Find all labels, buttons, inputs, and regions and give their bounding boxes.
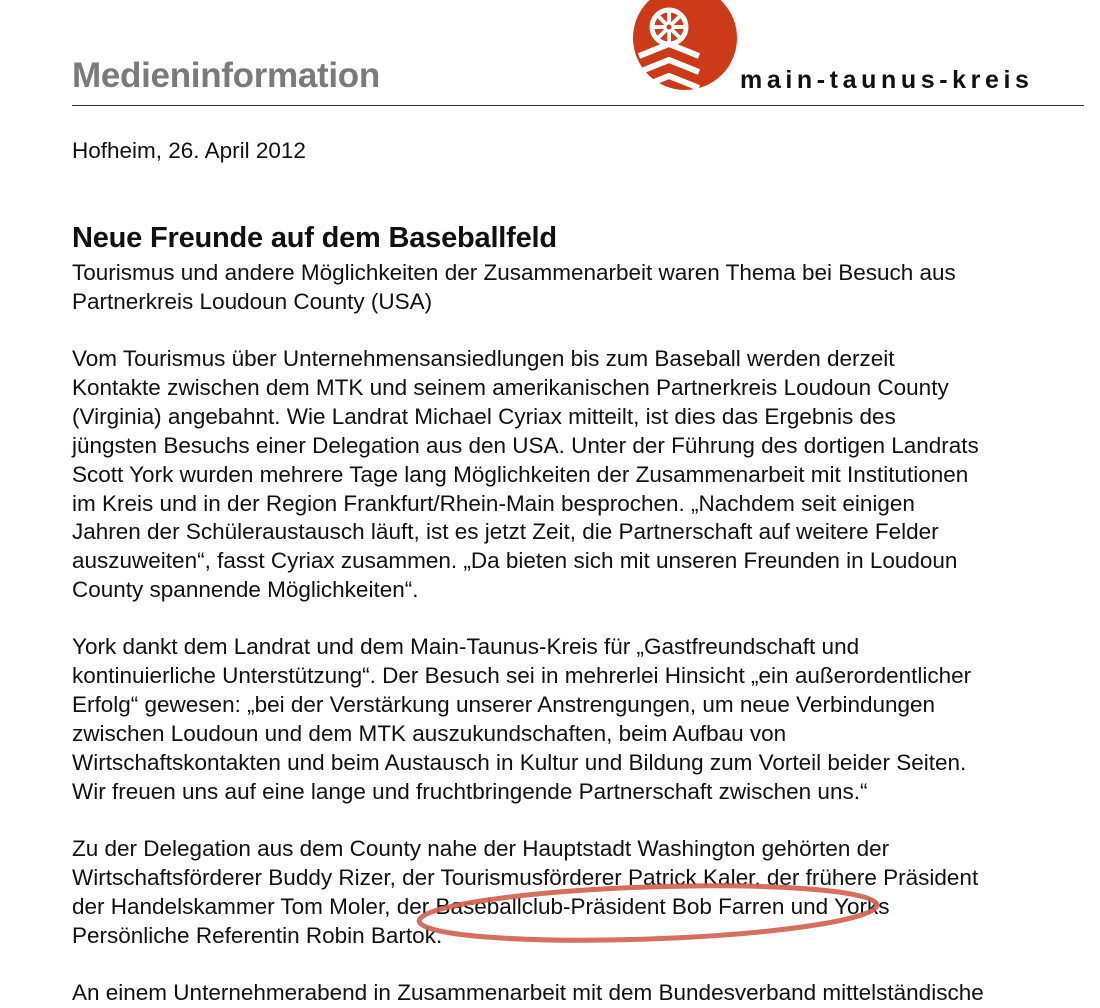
article-paragraph: Vom Tourismus über Unternehmensansiedlungen bis zum Baseball werden derzeit Kontakte zwischen dem MTK und seinem amerikanischen Partnerkreis Loudoun County (Virginia) angebahnt. Wie Landrat Michael Cyriax mitteilt, ist dies das Ergebnis des jüngsten Besuchs einer Delegation aus den USA. Unter der Führung des dortigen Landrats Scott York wurden mehrere Tage lang Möglichkeiten der Zusammenarbeit mit Institutionen im Kreis und in der Region Frankfurt/Rhein-Main besprochen. „Nachdem seit einigen Jahren der Schüleraustausch läuft, ist es jetzt Zeit, die Partnerschaft auf weitere Felder auszuweiten“, fasst Cyriax zusammen. „Da bieten sich mit unseren Freunden in Loudoun County spannende Möglichkeiten“. [72,346,979,603]
highlight-ellipse-annotation [408,878,888,948]
article-headline: Neue Freunde auf dem Baseballfeld [72,222,557,254]
article-paragraph: An einem Unternehmerabend in Zusammenarbeit mit dem Bundesverband mittelständische [72,980,984,1005]
dateline: Hofheim, 26. April 2012 [72,138,306,163]
brand-name: main-taunus-kreis [740,66,1034,94]
article-subheadline: Tourismus und andere Möglichkeiten der Zusammenarbeit waren Thema bei Besuch aus Partnerkreis Loudoun County (USA) [72,260,956,314]
document-type-title: Medieninformation [72,56,380,95]
header-divider [72,105,1084,106]
article-paragraph: Zu der Delegation aus dem County nahe der Hauptstadt Washington gehörten der Wirtschaftsförderer Buddy Rizer, der Tourismusförderer Patrick Kaler, der frühere Präsident der Handelskammer Tom Moler, der Baseballclub-Präsident Bob Farren und Yorks Persönliche Referentin Robin Bartok. [72,836,979,948]
wheel-chevron-emblem-icon [633,0,737,92]
article-paragraph: York dankt dem Landrat und dem Main-Taunus-Kreis für „Gastfreundschaft und kontinuierliche Unterstützung“. Der Besuch sei in mehrerlei Hinsicht „ein außerordentlicher Erfolg“ gewesen: „bei der Verstärkung unserer Anstrengungen, um neue Verbindungen zwischen Loudoun und dem MTK auszukundschaften, beim Aufbau von Wirtschaftskontakten und beim Austausch in Kultur und Bildung zum Vorteil beider Seiten. Wir freuen uns auf eine lange und fruchtbringende Partnerschaft zwischen uns.“ [72,634,972,804]
